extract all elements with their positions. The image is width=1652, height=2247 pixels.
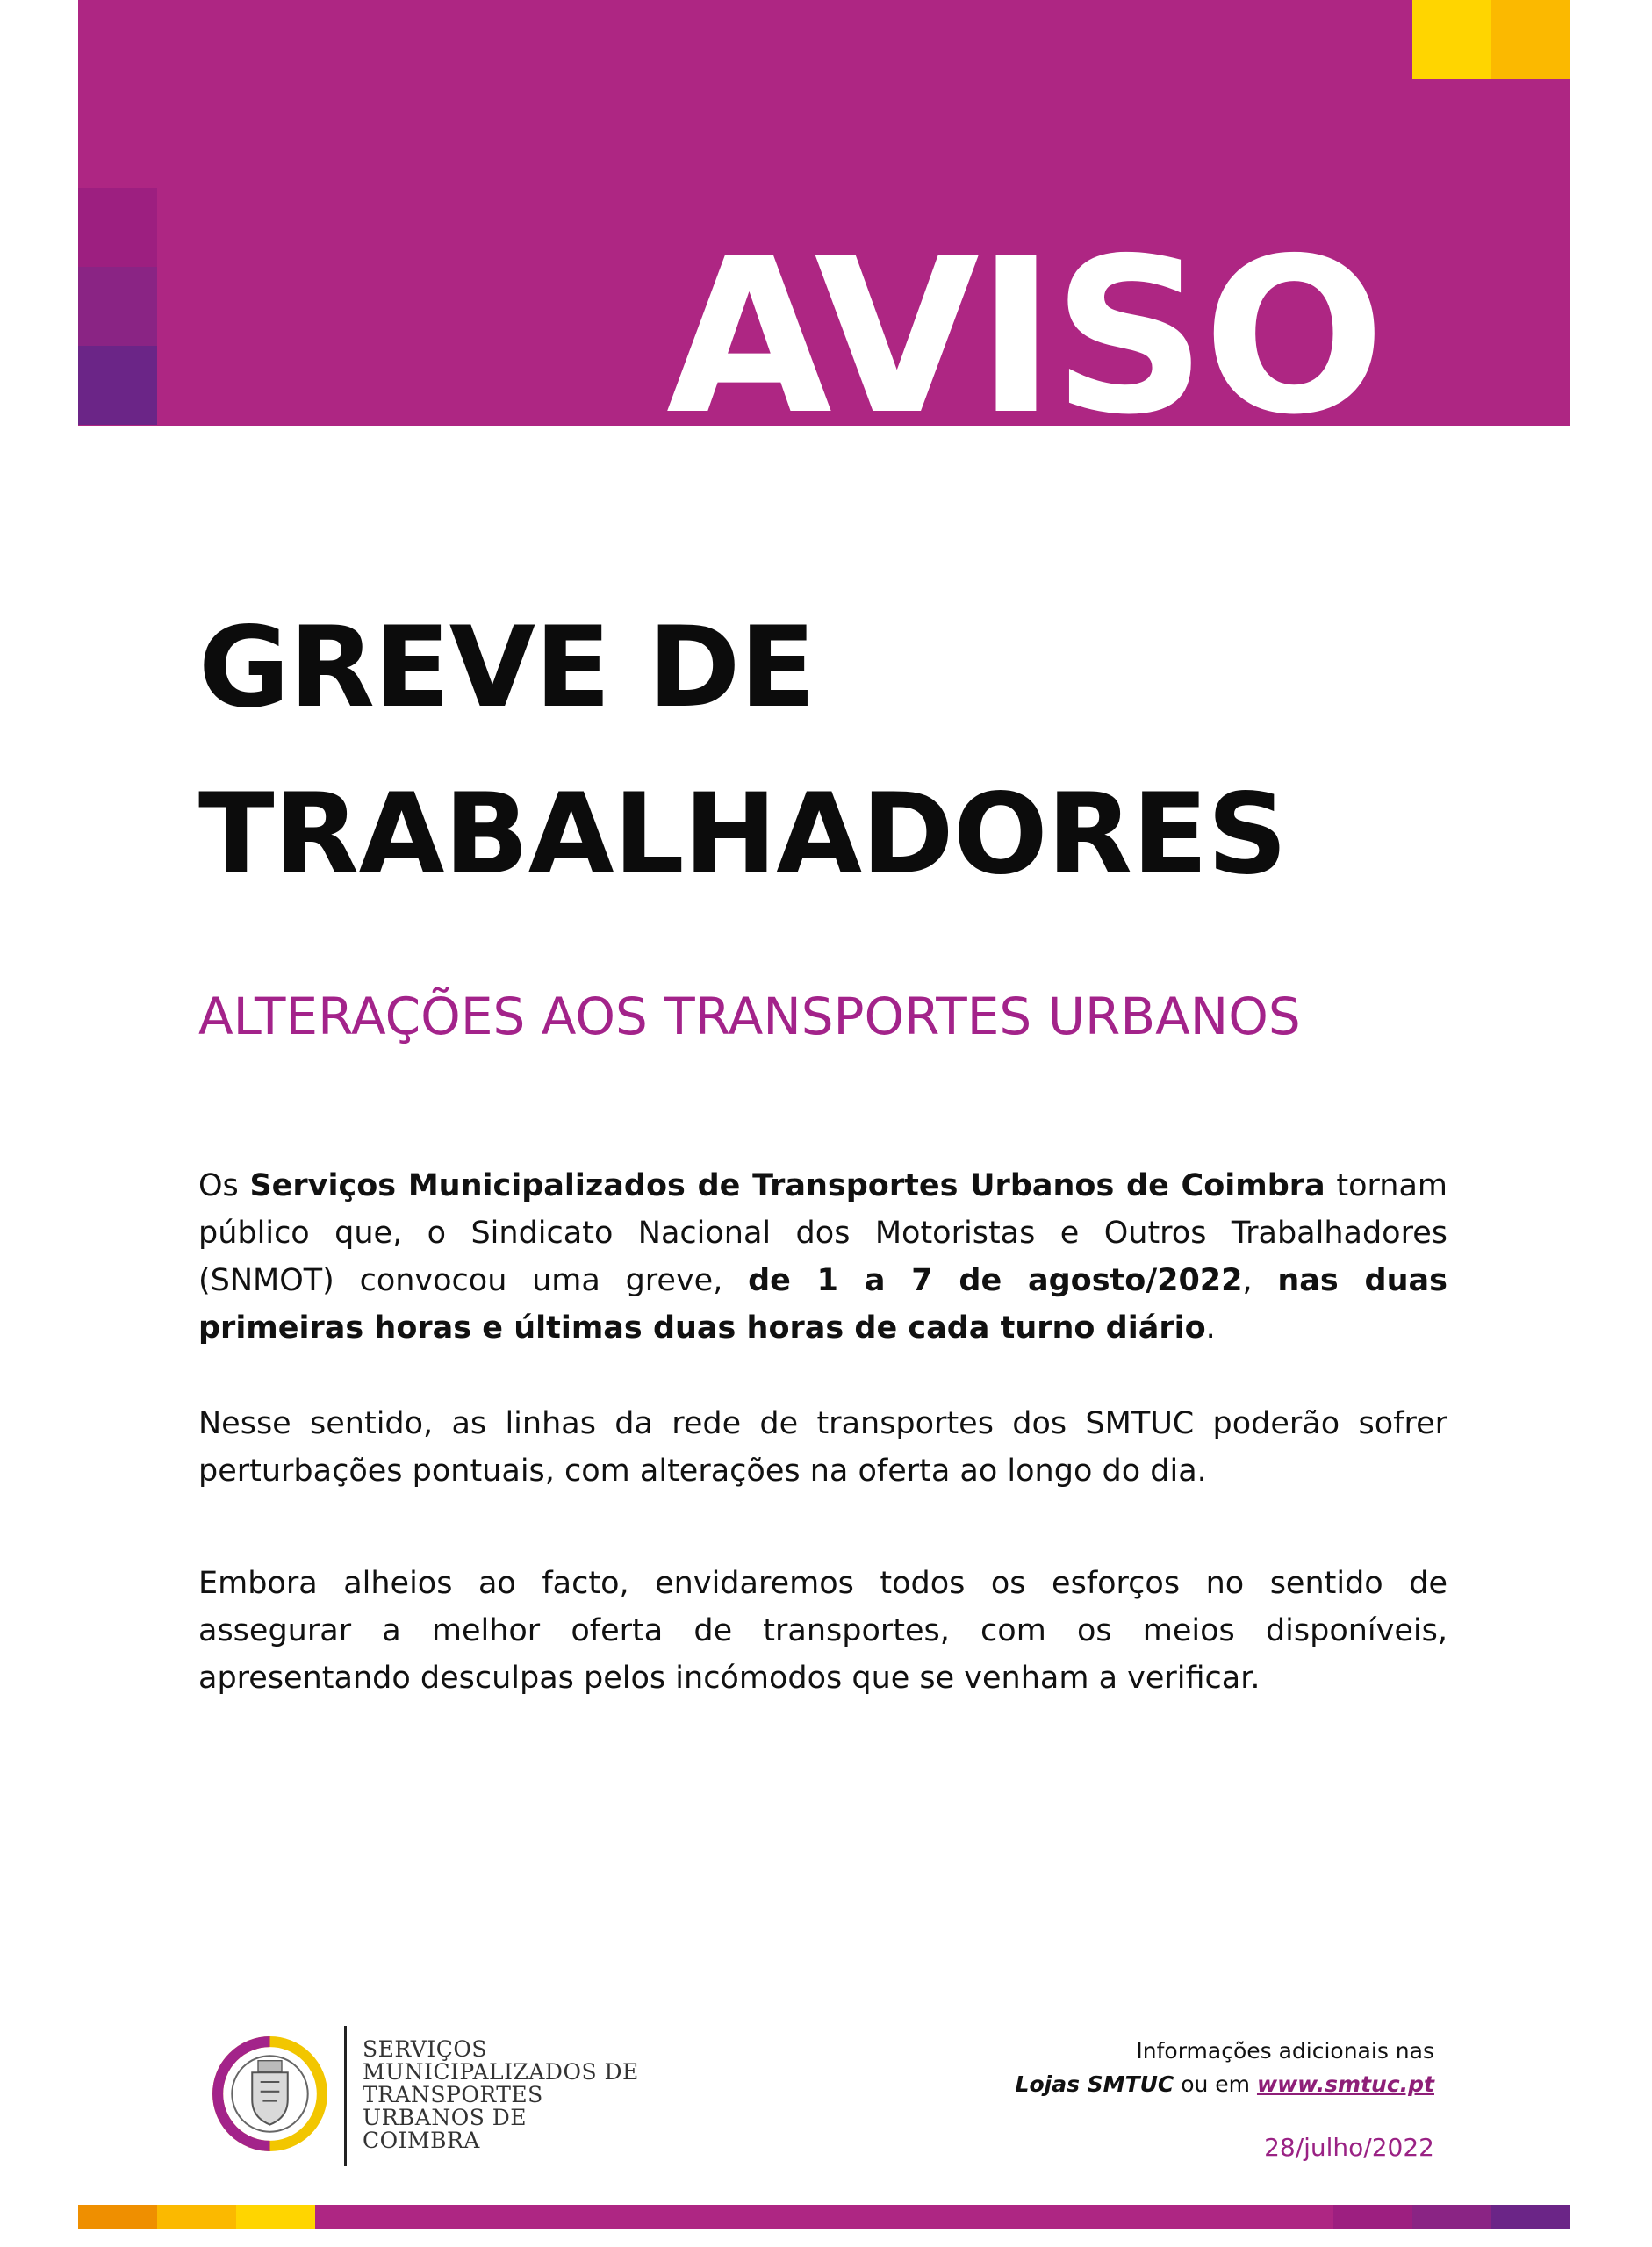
paragraph-apology: Embora alheios ao facto, envidaremos todos os esforços no sentido de assegurar a melhor oferta de transportes, com os meios disponíveis, apresentando desculpas pelos incómodos que se venham a verificar. (198, 1566, 1447, 1696)
footer-seg-2 (157, 2205, 236, 2229)
page-title-line-1: GREVE DE (198, 602, 815, 732)
logo-line-5: COIMBRA (363, 2128, 480, 2153)
page-title-line-2: TRABALHADORES (198, 769, 1287, 899)
page-subtitle: ALTERAÇÕES AOS TRANSPORTES URBANOS (198, 987, 1301, 1046)
header-banner (78, 0, 1570, 426)
footer-seg-6 (1412, 2205, 1491, 2229)
publication-date: 28/julho/2022 (1264, 2133, 1434, 2162)
side-square-1 (78, 188, 157, 267)
paragraph-announcement (198, 1162, 1447, 1352)
aviso-heading-wrap (666, 235, 1544, 426)
footer-color-bar (78, 2205, 1570, 2229)
footer-seg-1 (78, 2205, 157, 2229)
side-square-2 (78, 267, 157, 346)
side-square-3 (78, 346, 157, 425)
p1-bold-dates: de 1 a 7 de agosto/2022 (748, 1263, 1243, 1298)
logo-divider (344, 2026, 347, 2166)
page-title (198, 584, 1515, 917)
p1-text-4: . (1205, 1310, 1216, 1346)
paragraph-impact: Nesse sentido, as linhas da rede de transportes dos SMTUC poderão sofrer perturbações pontuais, com alterações na oferta ao longo do dia. (198, 1406, 1447, 1489)
smtuc-logo-text (363, 2038, 639, 2152)
smtuc-logo-icon (211, 2035, 329, 2153)
logo-line-4: URBANOS DE (363, 2105, 528, 2130)
footer-seg-3 (236, 2205, 315, 2229)
p1-bold-org: Serviços Municipalizados de Transportes Urbanos de Coimbra (249, 1168, 1325, 1203)
p1-text-3: , (1242, 1263, 1278, 1298)
info-shops: Lojas SMTUC (1015, 2071, 1174, 2097)
footer-seg-7 (1491, 2205, 1570, 2229)
p1-text-2: tornam público que, o Sindicato Nacional dos Motoristas e Outros Trabalhadores (SNMOT) convocou uma greve, (198, 1168, 1447, 1298)
p1-text-1: Os (198, 1168, 250, 1203)
footer-seg-4 (315, 2205, 1333, 2229)
additional-info (1016, 2035, 1434, 2101)
p1-bold-hours: nas duas primeiras horas e últimas duas horas de cada turno diário (198, 1263, 1447, 1346)
info-line-1: Informações adicionais nas (1136, 2038, 1434, 2064)
smtuc-website-link[interactable]: www.smtuc.pt (1256, 2071, 1434, 2097)
logo-line-3: TRANSPORTES (363, 2082, 543, 2107)
corner-square-yellow (1412, 0, 1491, 79)
corner-square-amber (1491, 0, 1570, 79)
logo-line-2: MUNICIPALIZADOS DE (363, 2059, 639, 2085)
footer-seg-5 (1333, 2205, 1412, 2229)
info-or: ou em (1174, 2071, 1257, 2097)
aviso-heading: AVISO (666, 235, 1383, 426)
logo-line-1: SERVIÇOS (363, 2036, 487, 2062)
